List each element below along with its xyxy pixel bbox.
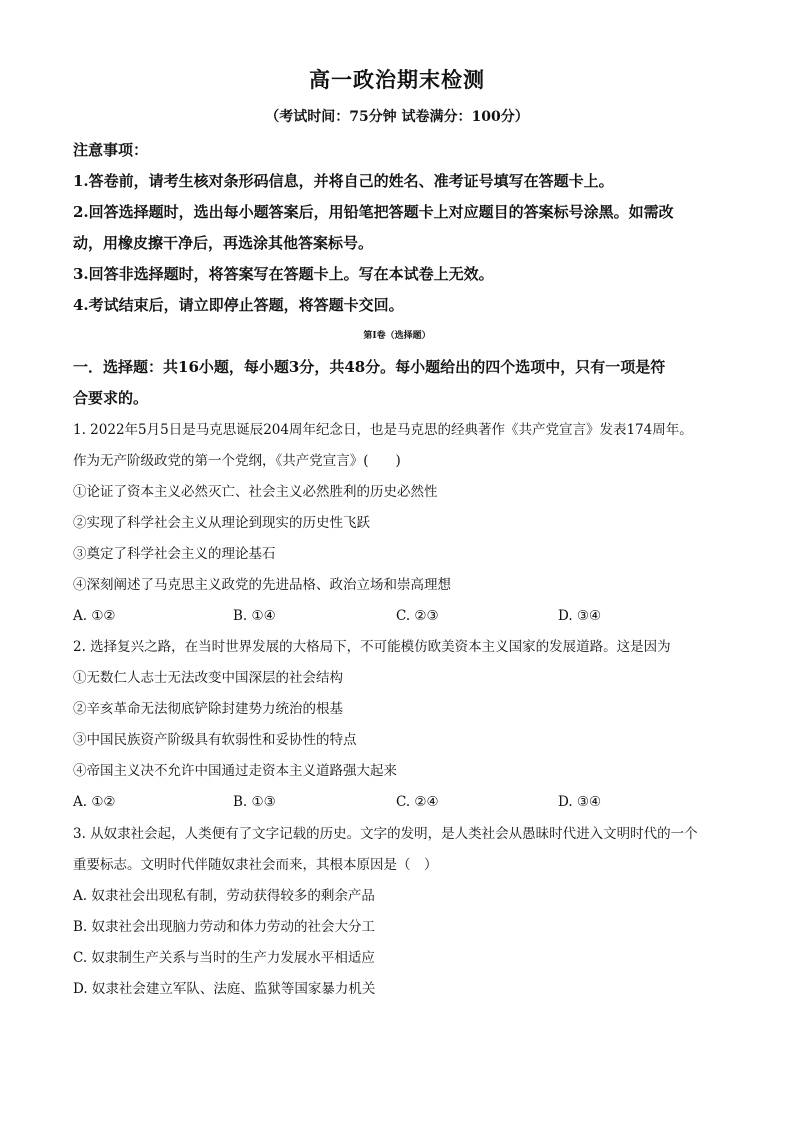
section-instruction: 合要求的。 [73, 389, 149, 407]
question-2-statement: ③中国民族资产阶级具有软弱性和妥协性的特点 [73, 732, 357, 748]
question-3-option-a: A. 奴隶社会出现私有制，劳动获得较多的剩余产品 [73, 888, 375, 904]
section-title: 第Ⅰ卷（选择题） [363, 331, 431, 341]
question-1-statement: ③奠定了科学社会主义的理论基石 [73, 546, 276, 562]
question-3-stem: 3. 从奴隶社会起，人类便有了文字记载的历史。文字的发明，是人类社会从愚昧时代进入文明时代的一个 [73, 826, 698, 842]
question-1-option-a: A. ①② [73, 608, 116, 624]
notice-line: 动，用橡皮擦干净后，再选涂其他答案标号。 [73, 234, 374, 252]
question-2-statement: ②辛亥革命无法彻底铲除封建势力统治的根基 [73, 701, 343, 717]
question-3-option-d: D. 奴隶社会建立军队、法庭、监狱等国家暴力机关 [73, 981, 376, 997]
section-instruction: 一．选择题：共16小题，每小题3分，共48分。每小题给出的四个选项中，只有一项是符 [73, 358, 666, 376]
question-3-option-c: C. 奴隶制生产关系与当时的生产力发展水平相适应 [73, 950, 375, 966]
question-2-option-b: B. ①③ [233, 794, 276, 810]
question-2-stem: 2. 选择复兴之路，在当时世界发展的大格局下，不可能模仿欧美资本主义国家的发展道路。这是因为 [73, 639, 671, 655]
question-1-stem: 1. 2022年5月5日是马克思诞辰204周年纪念日，也是马克思的经典著作《共产党宣言》发表174周年。 [73, 422, 693, 438]
question-2-option-d: D. ③④ [558, 794, 602, 810]
question-1-statement: ①论证了资本主义必然灭亡、社会主义必然胜利的历史必然性 [73, 484, 438, 500]
question-1-stem: 作为无产阶级政党的第一个党纲，《共产党宣言》( ) [73, 453, 401, 469]
notice-line: 3.回答非选择题时，将答案写在答题卡上。写在本试卷上无效。 [73, 265, 494, 283]
exam-title: 高一政治期末检测 [309, 67, 485, 92]
question-2-statement: ④帝国主义决不允许中国通过走资本主义道路强大起来 [73, 763, 397, 779]
question-3-option-b: B. 奴隶社会出现脑力劳动和体力劳动的社会大分工 [73, 919, 376, 935]
question-2-option-a: A. ①② [73, 794, 116, 810]
question-2-statement: ①无数仁人志士无法改变中国深层的社会结构 [73, 670, 343, 686]
notice-line: 2.回答选择题时，选出每小题答案后，用铅笔把答题卡上对应题目的答案标号涂黑。如需改 [73, 203, 674, 221]
question-1-option-c: C. ②③ [396, 608, 439, 624]
question-1-statement: ④深刻阐述了马克思主义政党的先进品格、政治立场和崇高理想 [73, 577, 451, 593]
question-2-option-c: C. ②④ [396, 794, 439, 810]
exam-subtitle: （考试时间：75分钟 试卷满分：100分） [265, 109, 529, 125]
question-1-statement: ②实现了科学社会主义从理论到现实的历史性飞跃 [73, 515, 370, 531]
question-3-stem: 重要标志。文明时代伴随奴隶社会而来，其根本原因是（ ） [73, 857, 438, 873]
notice-heading: 注意事项： [73, 141, 149, 159]
notice-line: 4.考试结束后，请立即停止答题，将答题卡交回。 [73, 296, 404, 314]
notice-line: 1.答卷前，请考生核对条形码信息，并将自己的姓名、准考证号填写在答题卡上。 [73, 172, 614, 190]
question-1-option-d: D. ③④ [558, 608, 602, 624]
question-1-option-b: B. ①④ [233, 608, 276, 624]
